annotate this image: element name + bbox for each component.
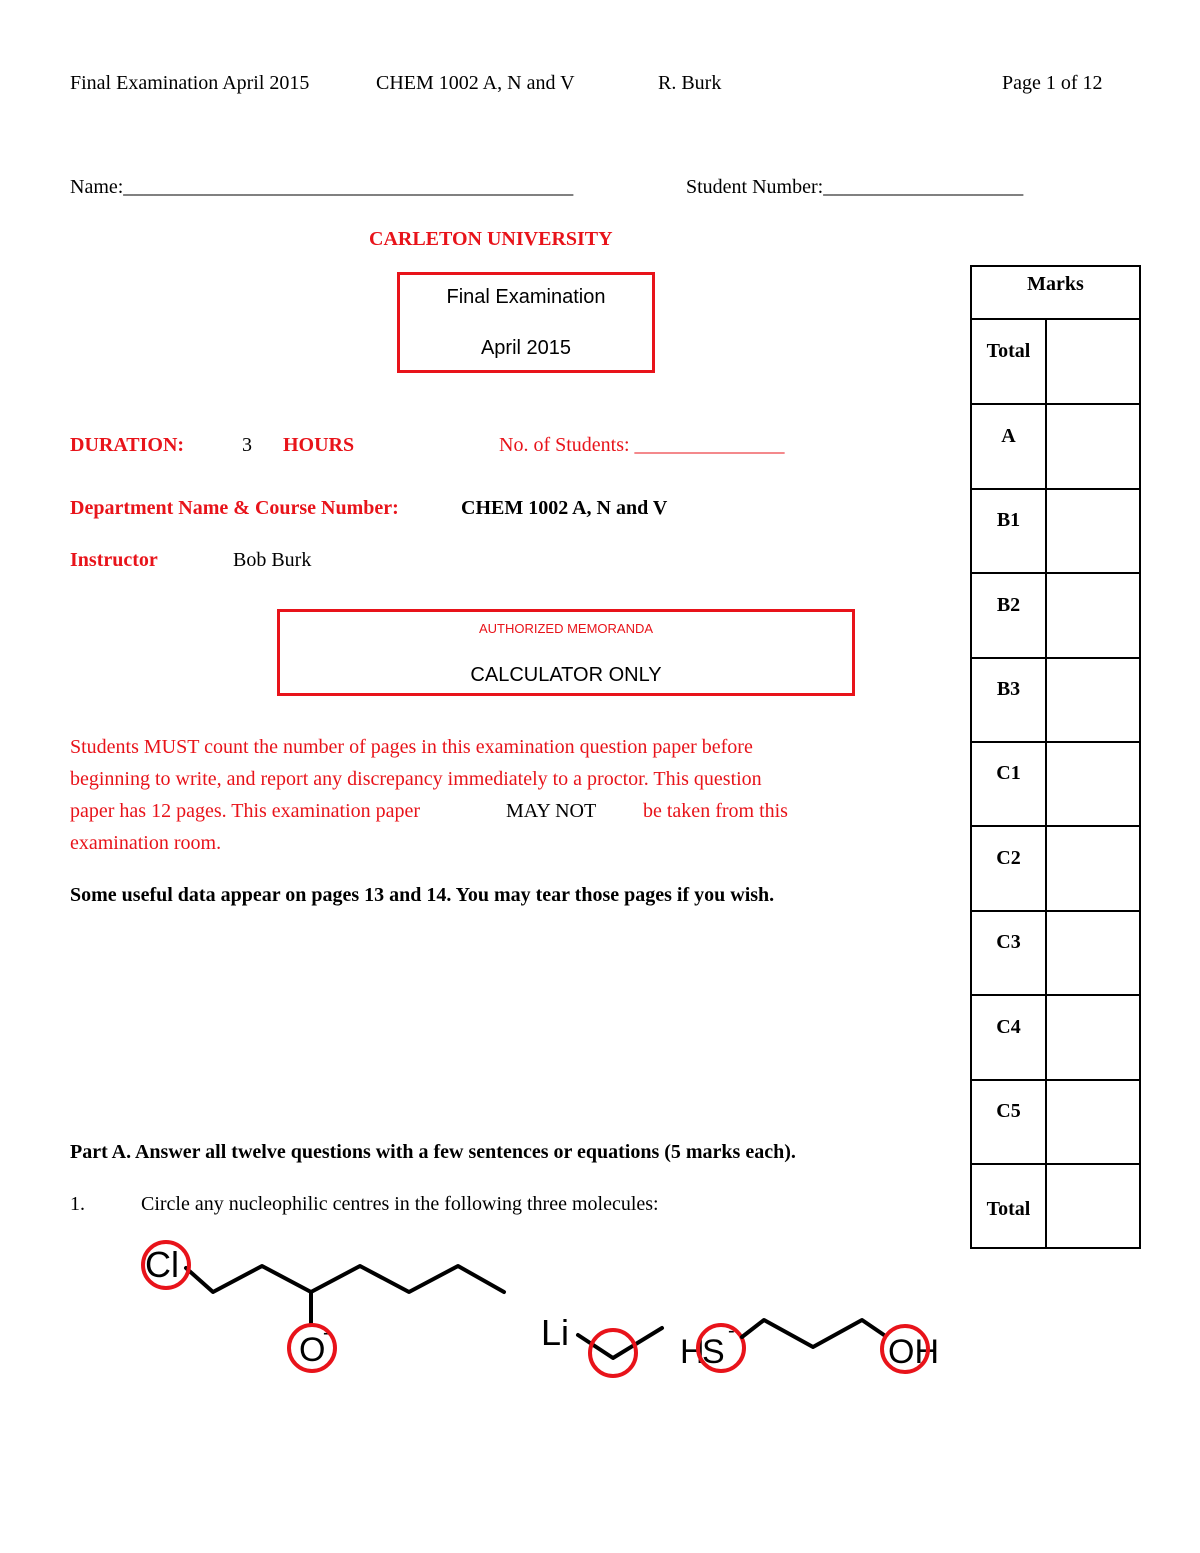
instructor-label: Instructor <box>70 549 158 571</box>
molecule-3-bonds <box>742 1320 884 1347</box>
instructions-line3a: paper has 12 pages. This examination paper <box>70 800 421 822</box>
marks-label: C4 <box>972 996 1047 1079</box>
marks-label: Total <box>972 1164 1047 1249</box>
molecule-1-bonds <box>186 1266 504 1324</box>
oxygen-charge: - <box>323 1322 330 1344</box>
instructions-line4: examination room. <box>70 832 222 854</box>
memoranda-title: AUTHORIZED MEMORANDA <box>478 621 654 636</box>
marks-cell <box>1049 405 1139 488</box>
exam-box-line1: Final Examination <box>446 286 606 308</box>
hydroxyl-group: OH <box>888 1333 939 1371</box>
marks-label: B1 <box>972 489 1047 572</box>
question-number: 1. <box>70 1193 85 1215</box>
marks-row-c5 <box>972 1080 1139 1165</box>
marks-cell <box>1049 911 1139 994</box>
marks-label: B2 <box>972 574 1047 657</box>
marks-header: Marks <box>972 267 1139 320</box>
marks-cell <box>1049 489 1139 572</box>
marks-label: Total <box>972 320 1047 403</box>
duration-unit: HOURS <box>283 434 355 456</box>
marks-row-total-top <box>972 320 1139 405</box>
marks-row-b3 <box>972 658 1139 743</box>
department-value: CHEM 1002 A, N and V <box>461 497 668 519</box>
marks-cell <box>1049 827 1139 910</box>
header-page: Page 1 of 12 <box>1002 72 1103 94</box>
marks-row-b1 <box>972 489 1139 574</box>
marks-cell <box>1049 1080 1139 1163</box>
memoranda-box <box>277 609 855 696</box>
header-exam: Final Examination April 2015 <box>70 72 310 94</box>
marks-cell <box>1049 996 1139 1079</box>
part-a-heading: Part A. Answer all twelve questions with a few sentences or equations (5 marks each). <box>70 1141 796 1163</box>
marks-cell <box>1049 658 1139 741</box>
useful-data-note: Some useful data appear on pages 13 and 14. You may tear those pages if you wish. <box>70 884 775 906</box>
marks-row-a <box>972 405 1139 490</box>
header-course: CHEM 1002 A, N and V <box>376 72 575 94</box>
name-field: Name:_____________________________________________ <box>70 176 574 198</box>
marks-label: C3 <box>972 911 1047 994</box>
marks-label: B3 <box>972 658 1047 741</box>
marks-label: A <box>972 405 1047 488</box>
lithium-atom: Li <box>541 1312 570 1353</box>
instructions-line3c: be taken from this <box>643 800 788 822</box>
marks-label: C2 <box>972 827 1047 910</box>
marks-label: C1 <box>972 742 1047 825</box>
sulfur-atom: S <box>702 1333 725 1371</box>
duration-value: 3 <box>242 434 252 456</box>
marks-row-c4 <box>972 996 1139 1081</box>
instructor-value: Bob Burk <box>233 549 312 571</box>
department-label: Department Name & Course Number: <box>70 497 399 519</box>
memoranda-value: CALCULATOR ONLY <box>470 664 662 686</box>
instructions-line2: beginning to write, and report any discrepancy immediately to a proctor. This question <box>70 768 762 790</box>
molecules-figure <box>0 1220 1000 1390</box>
instructions-may-not: MAY NOT <box>506 800 597 822</box>
marks-cell <box>1049 742 1139 825</box>
student-number-field: Student Number:____________________ <box>686 176 1024 198</box>
marks-row-c3 <box>972 911 1139 996</box>
instructions-line1: Students MUST count the number of pages in this examination question paper before <box>70 736 753 758</box>
marks-cell <box>1049 1164 1139 1249</box>
students-count-field: No. of Students: _______________ <box>499 434 785 456</box>
exam-box-line2: April 2015 <box>480 337 572 359</box>
marks-cell <box>1049 320 1139 403</box>
header-author: R. Burk <box>658 72 722 94</box>
marks-label: C5 <box>972 1080 1047 1163</box>
hydrogen-atom: H <box>680 1333 705 1371</box>
marks-cell <box>1049 574 1139 657</box>
marks-row-b2 <box>972 574 1139 659</box>
exam-title-box <box>397 272 655 373</box>
duration-label: DURATION: <box>70 434 185 456</box>
question-text: Circle any nucleophilic centres in the following three molecules: <box>141 1193 659 1215</box>
marks-row-c1 <box>972 742 1139 827</box>
chlorine-atom: Cl <box>145 1244 179 1285</box>
circle-carbanion-icon <box>590 1330 636 1376</box>
university-name: CARLETON UNIVERSITY <box>369 228 613 250</box>
marks-table <box>970 265 1141 1249</box>
oxygen-atom: O <box>299 1331 326 1369</box>
marks-row-c2 <box>972 827 1139 912</box>
sulfur-charge: - <box>728 1320 735 1342</box>
